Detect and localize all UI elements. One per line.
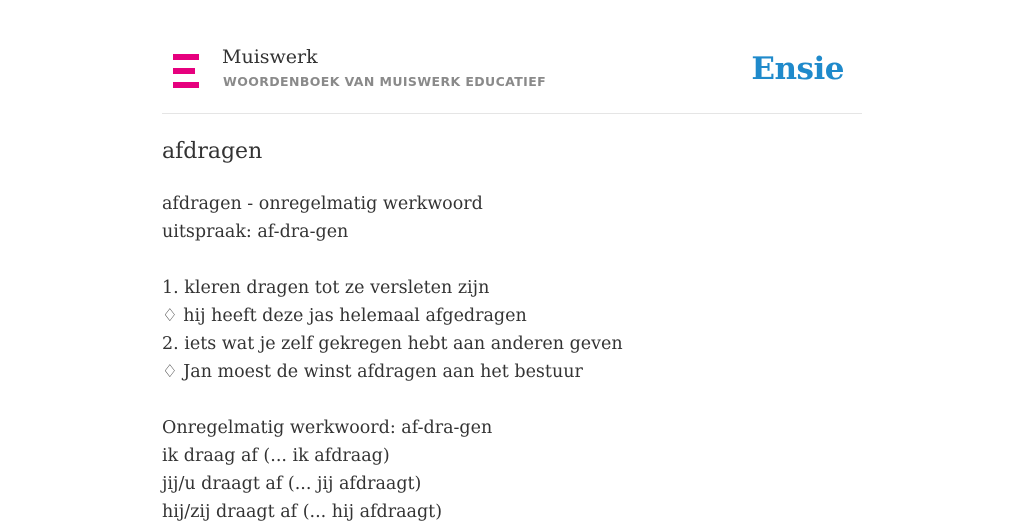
blank-line	[162, 386, 623, 414]
brand-name[interactable]: Muiswerk	[222, 46, 318, 68]
site-header	[162, 0, 862, 114]
entry-line: 1. kleren dragen tot ze versleten zijn	[162, 278, 490, 298]
entry-line: Onregelmatig werkwoord: af-dra-gen	[162, 418, 493, 438]
blank-line	[162, 246, 623, 274]
muiswerk-logo-icon[interactable]	[173, 54, 199, 88]
entry-line: jij/u draagt af (... jij afdraagt)	[162, 474, 422, 494]
ensie-logo[interactable]: Ensie	[751, 51, 844, 87]
entry-line: uitspraak: af-dra-gen	[162, 222, 349, 242]
entry-line: ♢ Jan moest de winst afdragen aan het bestuur	[162, 362, 583, 382]
page-container	[162, 0, 862, 522]
entry-line: ik draag af (... ik afdraag)	[162, 446, 390, 466]
entry-line: 2. iets wat je zelf gekregen hebt aan anderen geven	[162, 334, 623, 354]
brand-subtitle: WOORDENBOEK VAN MUISWERK EDUCATIEF	[223, 74, 547, 89]
entry-line: afdragen - onregelmatig werkwoord	[162, 194, 483, 214]
entry-line: ♢ hij heeft deze jas helemaal afgedragen	[162, 306, 527, 326]
entry-line: hij/zij draagt af (... hij afdraagt)	[162, 502, 443, 522]
entry-content	[162, 190, 623, 526]
entry-title: afdragen	[162, 139, 263, 164]
